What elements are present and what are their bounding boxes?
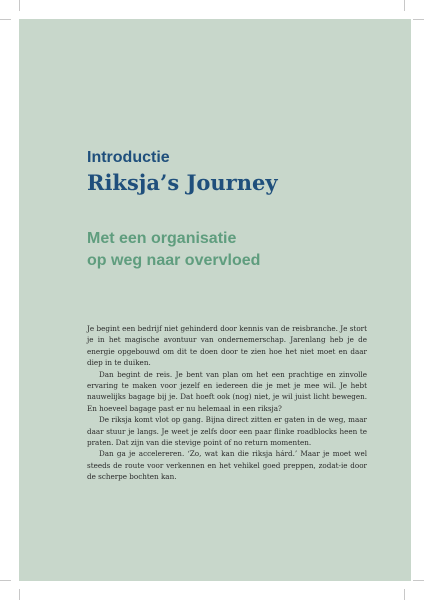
paragraph-1: Je begint een bedrijf niet gehinderd door kennis van de reisbranche. Je stort je in het magische avontuur van ondernemerschap. Jarenlang heb je de energie opgebouwd om dit te doen door te zien hoe het niet moet en daar diep in te duiken. [87,324,367,368]
section-heading: Introductie [87,149,170,166]
crop-mark [19,0,20,11]
crop-mark [413,580,424,581]
paragraph-4: Dan ga je accelereren. ‘Zo, wat kan die riksja hárd.’ Maar je moet wel steeds de route voor verkennen en het vehikel goed preppen, zodat-ie door de scherpe bochten kan. [87,449,367,482]
crop-mark [0,19,11,20]
crop-mark [0,580,11,581]
body-text [87,323,367,483]
chapter-subtitle [87,228,260,272]
crop-mark [413,19,424,20]
paragraph-3: De riksja komt vlot op gang. Bijna direct zitten er gaten in de weg, maar daar stuur je langs. Je weet je zelfs door een paar flinke roadblocks heen te praten. Dat zijn van die stevige point of no return momenten. [87,415,367,448]
subtitle-line-1: Met een organisatie [87,230,237,247]
crop-mark [404,0,405,11]
book-page [19,19,411,581]
paragraph-2: Dan begint de reis. Je bent van plan om het een prachtige en zinvolle ervaring te maken voor jezelf en iedereen die je met je mee wil. Je hebt nauwelijks bagage bij je. Dat hoeft ook (nog) niet, je wil juist licht bewegen. En hoeveel bagage past er nu helemaal in een riksja? [87,369,367,413]
subtitle-line-2: op weg naar overvloed [87,252,261,269]
crop-mark [19,589,20,600]
chapter-title: Riksja’s Journey [87,170,278,195]
crop-mark [404,589,405,600]
